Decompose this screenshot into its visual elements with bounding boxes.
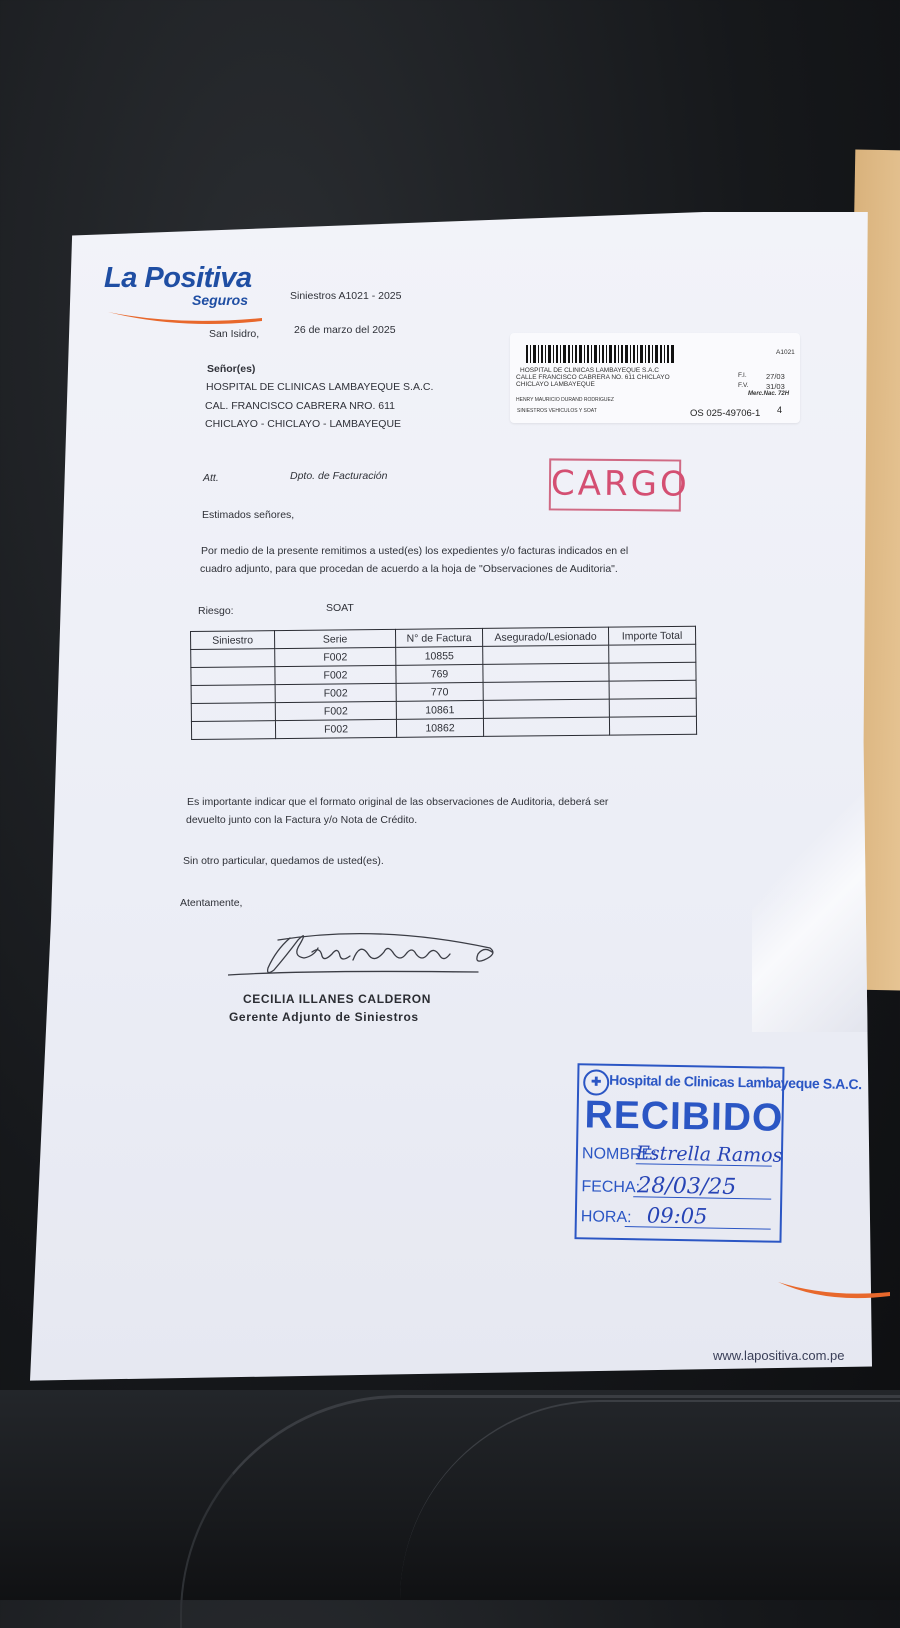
column-header: Siniestro: [191, 631, 275, 650]
table-row: [191, 716, 696, 739]
signatory-role: Gerente Adjunto de Siniestros: [229, 1010, 419, 1024]
stamp-fecha-value: 28/03/25: [637, 1173, 737, 1200]
table-cell: [191, 703, 275, 722]
table-cell: F002: [275, 719, 396, 738]
cargo-stamp: CARGO: [549, 458, 681, 511]
table-cell: [609, 644, 696, 663]
table-cell: [483, 699, 609, 718]
brand-swoosh-icon: [108, 310, 262, 328]
table-cell: [191, 685, 275, 704]
table-cell: F002: [275, 665, 396, 684]
table-cell: [483, 717, 609, 736]
handwritten-signature: [228, 930, 508, 990]
stamp-title: RECIBIDO: [584, 1093, 784, 1140]
intro-text-line: Por medio de la presente remitimos a usted(es) los expedientes y/o facturas indicados en el: [201, 545, 629, 557]
brand-logo-subtext: Seguros: [192, 292, 249, 308]
table-cell: [609, 680, 696, 699]
table-cell: F002: [275, 647, 396, 666]
label-fv-date: 31/03: [766, 382, 785, 391]
table-cell: 10862: [396, 718, 483, 737]
table-cell: F002: [275, 683, 396, 702]
label-line: HOSPITAL DE CLINICAS LAMBAYEQUE S.A.C: [520, 367, 659, 374]
recipient-line: HOSPITAL DE CLINICAS LAMBAYEQUE S.A.C.: [206, 381, 434, 393]
brand-logo-text: La Positiva: [104, 262, 252, 294]
closing-text: Sin otro particular, quedamos de usted(es).: [183, 855, 384, 867]
column-header: N° de Factura: [395, 628, 482, 647]
stamp-nombre-label: NOMBRE:: [581, 1145, 657, 1164]
recipient-line: CAL. FRANCISCO CABRERA NRO. 611: [205, 400, 396, 412]
intro-text-line: cuadro adjunto, para que procedan de acuerdo a la hoja de "Observaciones de Auditoria".: [200, 563, 618, 575]
barcode-icon: [526, 345, 676, 363]
label-line: CHICLAYO LAMBAYEQUE: [516, 381, 595, 388]
label-code: A1021: [776, 349, 795, 356]
table-cell: [483, 681, 609, 700]
att-department: Dpto. de Facturación: [290, 470, 388, 482]
att-label: Att.: [203, 472, 219, 484]
greeting: Estimados señores,: [202, 509, 295, 521]
stamp-hora-value: 09:05: [646, 1203, 708, 1229]
table-cell: [609, 698, 696, 717]
invoice-table: [190, 626, 697, 740]
label-line: SINIESTROS VEHICULOS Y SOAT: [517, 408, 597, 414]
table-cell: [483, 663, 609, 682]
label-fv-label: F.V.: [738, 382, 749, 389]
reference-number: Siniestros A1021 - 2025: [290, 290, 402, 302]
footer-swoosh-icon: [778, 1282, 890, 1302]
table-cell: 10855: [396, 646, 483, 665]
stamp-hora-label: HORA:: [580, 1208, 632, 1227]
stamp-nombre-value: Estrella Ramos: [635, 1142, 783, 1167]
table-cell: 10861: [396, 700, 483, 719]
recipient-line: CHICLAYO - CHICLAYO - LAMBAYEQUE: [205, 418, 402, 430]
received-stamp: [574, 1063, 862, 1243]
signatory-name: CECILIA ILLANES CALDERON: [243, 992, 431, 1006]
table-cell: [191, 649, 275, 668]
label-fi-label: F.I.: [738, 372, 747, 379]
label-note: Merc.Nac. 72H: [748, 391, 790, 397]
place: San Isidro,: [209, 328, 260, 340]
table-cell: 769: [396, 664, 483, 683]
note-text-line: Es importante indicar que el formato original de las observaciones de Auditoria, deberá ser: [187, 796, 609, 808]
riesgo-label: Riesgo:: [198, 605, 234, 617]
hospital-logo-icon: ✚: [583, 1069, 609, 1095]
closing-text: Atentamente,: [180, 897, 243, 909]
riesgo-value: SOAT: [326, 602, 354, 614]
salutation: Señor(es): [207, 363, 256, 375]
table-cell: 770: [396, 682, 483, 701]
website-url: www.lapositiva.com.pe: [713, 1348, 845, 1363]
note-text-line: devuelto junto con la Factura y/o Nota de Crédito.: [186, 814, 418, 826]
stamp-organization: Hospital de Clinicas Lambayeque S.A.C.: [609, 1071, 862, 1093]
label-line: CALLE FRANCISCO CABRERA NO. 611 CHICLAYO: [516, 374, 670, 381]
table-cell: [191, 721, 275, 740]
table-cell: [609, 662, 696, 681]
column-header: Asegurado/Lesionado: [482, 627, 608, 646]
letter-date: 26 de marzo del 2025: [294, 324, 396, 336]
label-fi-date: 27/03: [766, 372, 785, 381]
label-count: 4: [777, 405, 783, 415]
label-line: HENRY MAURICIO DURAND RODRIGUEZ: [516, 397, 614, 403]
column-header: Importe Total: [608, 626, 695, 645]
table-cell: F002: [275, 701, 396, 720]
column-header: Serie: [275, 629, 396, 648]
label-order-number: OS 025-49706-1: [690, 408, 761, 419]
stamp-fecha-label: FECHA:: [581, 1178, 641, 1197]
table-cell: [191, 667, 275, 686]
table-cell: [609, 716, 696, 735]
table-cell: [483, 645, 609, 664]
